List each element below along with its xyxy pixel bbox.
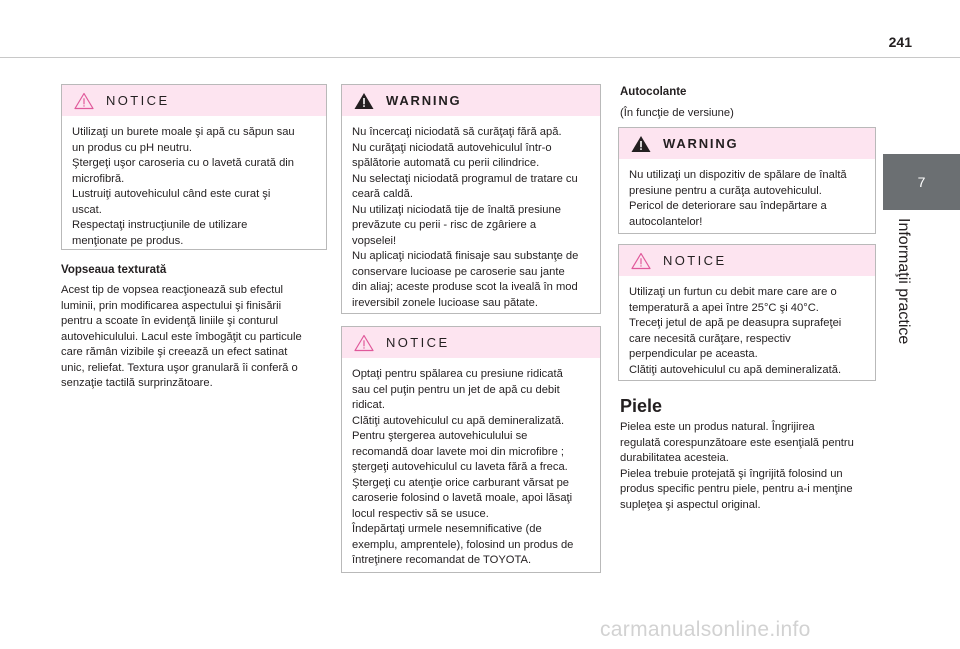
warning-triangle-icon [631, 135, 651, 153]
notice-triangle-icon [631, 252, 651, 270]
leather-title: Piele [620, 396, 663, 416]
warning-box-middle [341, 84, 601, 314]
notice-title: NOTICE [663, 253, 727, 268]
stickers-subtitle: (În funcţie de versiune) [620, 107, 734, 119]
chapter-title: Informaţii practice [895, 218, 912, 345]
chapter-tab[interactable] [883, 154, 960, 210]
header-divider [0, 57, 960, 58]
warning-header [619, 128, 875, 159]
warning-triangle-icon [354, 92, 374, 110]
notice-box-middle [341, 326, 601, 573]
watermark: carmanualsonline.info [600, 618, 811, 641]
textured-paint-body: Acest tip de vopsea reacţionează sub efectul luminii, prin modificarea aspectului şi finisării pentru a scoate în evidenţă liniile şi conturul autovehiculului. Lacul este îmbogăţit cu particule care rămân vizibile şi creează un efect satinat unic, reliefat. Textura uşor granulară îi conferă o senzaţie tactilă surprinzătoare. [61, 284, 302, 389]
warning-body: Nu utilizaţi un dispozitiv de spălare de înaltă presiune pentru a curăţa autovehiculul. Pericol de deteriorare sau îndepărtare a autocolantelor! [629, 169, 847, 228]
warning-box-right [618, 127, 876, 234]
warning-title: WARNING [663, 136, 739, 151]
notice-title: NOTICE [386, 335, 450, 350]
warning-header [342, 85, 600, 116]
notice-header [619, 245, 875, 276]
notice-body: Utilizaţi un furtun cu debit mare care are o temperatură a apei între 25°C şi 40°C. Treceţi jetul de apă pe deasupra suprafeţei care necesită curăţare, respectiv perpendicular pe aceasta. Clătiţi autovehiculul cu apă demineralizată. [629, 286, 842, 376]
notice-triangle-icon [354, 334, 374, 352]
chapter-number: 7 [917, 174, 926, 190]
notice-header [62, 85, 326, 116]
notice-triangle-icon [74, 92, 94, 110]
warning-body: Nu încercaţi niciodată să curăţaţi fără apă. Nu curăţaţi niciodată autovehiculul într-o spălătorie automată cu perii cilindrice. Nu selectaţi niciodată programul de tratare cu ceară caldă. Nu utilizaţi niciodată tije de înaltă presiune prevăzute cu perii - risc de zgâriere a vopselei! Nu aplicaţi niciodată finisaje sau substanţe de conservare lucioase pe caroserie sau jante din aliaj; aceste produse scot la iveală în mod ireversibil zonele lucioase sau pătate. [352, 126, 579, 309]
page-number: 241 [888, 34, 912, 50]
stickers-title: Autocolante [620, 86, 687, 98]
notice-box-left [61, 84, 327, 250]
textured-paint-title: Vopseaua texturată [61, 264, 167, 276]
notice-body: Utilizaţi un burete moale şi apă cu săpun sau un produs cu pH neutru. Ştergeţi uşor caroseria cu o lavetă curată din microfibră. Lustruiţi autovehiculul când este curat şi uscat. Respectaţi instrucţiunile de utilizare menţionate pe produs. [72, 126, 295, 247]
warning-title: WARNING [386, 93, 462, 108]
leather-body: Pielea este un produs natural. Îngrijirea regulată corespunzătoare este esenţială pentru durabilitatea acesteia. Pielea trebuie protejată şi îngrijită folosind un produs specific pentru piele, pentru a-i menţine supleţea şi aspectul original. [620, 421, 854, 511]
notice-body: Optaţi pentru spălarea cu presiune ridicată sau cel puţin pentru un jet de apă cu debit ridicat. Clătiţi autovehiculul cu apă demineralizată. Pentru ştergerea autovehiculului se recomandă doar lavete moi din microfibre ; ştergeţi autovehiculul cu laveta fără a freca. Ştergeţi cu atenţie orice carburant vărsat pe caroserie folosind o lavetă moale, apoi lăsaţi locul respectiv să se usuce. Îndepărtaţi urmele nesemnificative (de exemplu, amprentele), folosind un produs de întreţinere recomandat de TOYOTA. [352, 368, 574, 566]
notice-title: NOTICE [106, 93, 170, 108]
notice-box-right [618, 244, 876, 381]
notice-header [342, 327, 600, 358]
